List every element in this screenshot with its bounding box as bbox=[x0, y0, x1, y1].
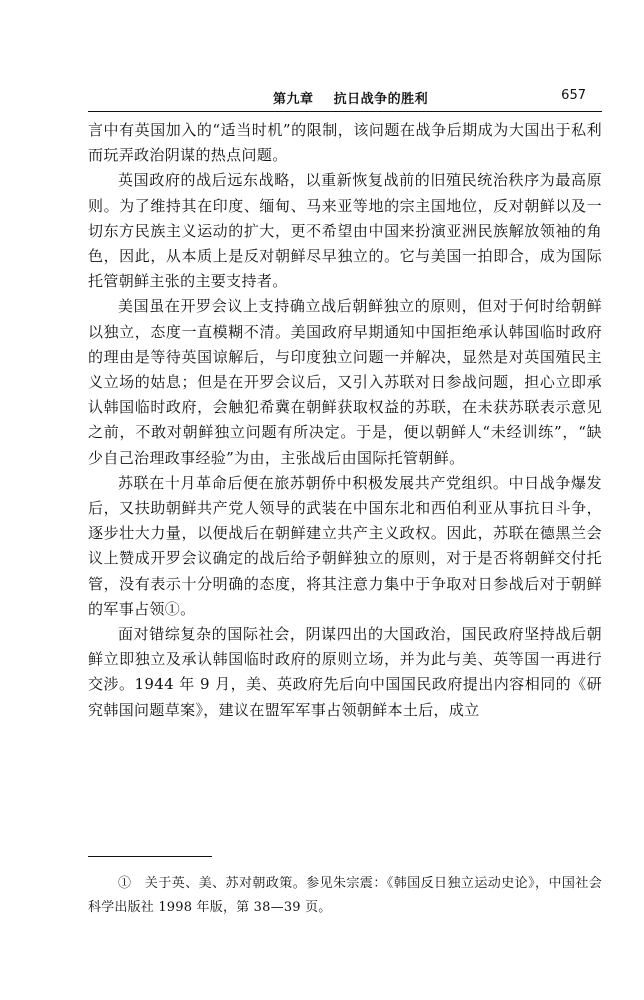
paragraph-britain-policy: 英国政府的战后远东战略，以重新恢复战前的旧殖民统治秩序为最高原则。为了维持其在印度、缅甸、马来亚等地的宗主国地位，反对朝鲜以及一切东方民族主义运动的扩大，更不希望由中国来扮演亚洲民族解放领袖的角色，因此，从本质上是反对朝鲜尽早独立的。它与美国一拍即合，成为国际托管朝鲜主张的主要支持者。 bbox=[88, 171, 602, 291]
paragraph-soviet-policy: 苏联在十月革命后便在旅苏朝侨中积极发展共产党组织。中日战争爆发后，又扶助朝鲜共产党人领导的武装在中国东北和西伯利亚从事抗日斗争，逐步壮大力量，以便战后在朝鲜建立共产主义政权。因此，苏联在德黑兰会议上赞成开罗会议确定的战后给予朝鲜独立的原则，对于是否将朝鲜交付托管，没有表示十分明确的态度，将其注意力集中于争取对日参战后对于朝鲜的军事占领①。 bbox=[88, 473, 602, 618]
footnote-rule bbox=[88, 856, 212, 857]
page-number: 657 bbox=[561, 88, 586, 103]
paragraph-continued: 言中有英国加入的“适当时机”的限制，该问题在战争后期成为大国出于私利而玩弄政治阴谋的热点问题。 bbox=[88, 121, 602, 165]
paragraph-nationalist-government: 面对错综复杂的国际社会，阴谋四出的大国政治，国民政府坚持战后朝鲜立即独立及承认韩国临时政府的原则立场，并为此与美、英等国一再进行交涉。1944 年 9 月，美、英政府先后向中国国民政府提出内容相同的《研究韩国问题草案》，建议在盟军军事占领朝鲜本土后，成立 bbox=[88, 625, 602, 719]
header-rule bbox=[88, 111, 602, 112]
paragraph-us-policy: 美国虽在开罗会议上支持确立战后朝鲜独立的原则，但对于何时给朝鲜以独立，态度一直模糊不清。美国政府早期通知中国拒绝承认韩国临时政府的理由是等待英国谅解后，与印度独立问题一并解决，显然是对英国殖民主义立场的姑息；但是在开罗会议后，又引入苏联对日参战问题，担心立即承认韩国临时政府，会触犯希冀在朝鲜获取权益的苏联，在未获苏联表示意见之前，不敢对朝鲜独立问题有所决定。于是，便以朝鲜人“未经训练”，“缺少自己治理政事经验”为由，主张战后由国际托管朝鲜。 bbox=[88, 297, 602, 467]
body-text bbox=[88, 118, 602, 723]
running-head bbox=[88, 88, 602, 110]
chapter-running-title: 第九章 抗日战争的胜利 bbox=[273, 92, 429, 107]
footnote: ① 关于英、美、苏对朝政策。参见朱宗震：《韩国反日独立运动史论》，中国社会科学出版社 1998 年版，第 38—39 页。 bbox=[88, 876, 602, 915]
